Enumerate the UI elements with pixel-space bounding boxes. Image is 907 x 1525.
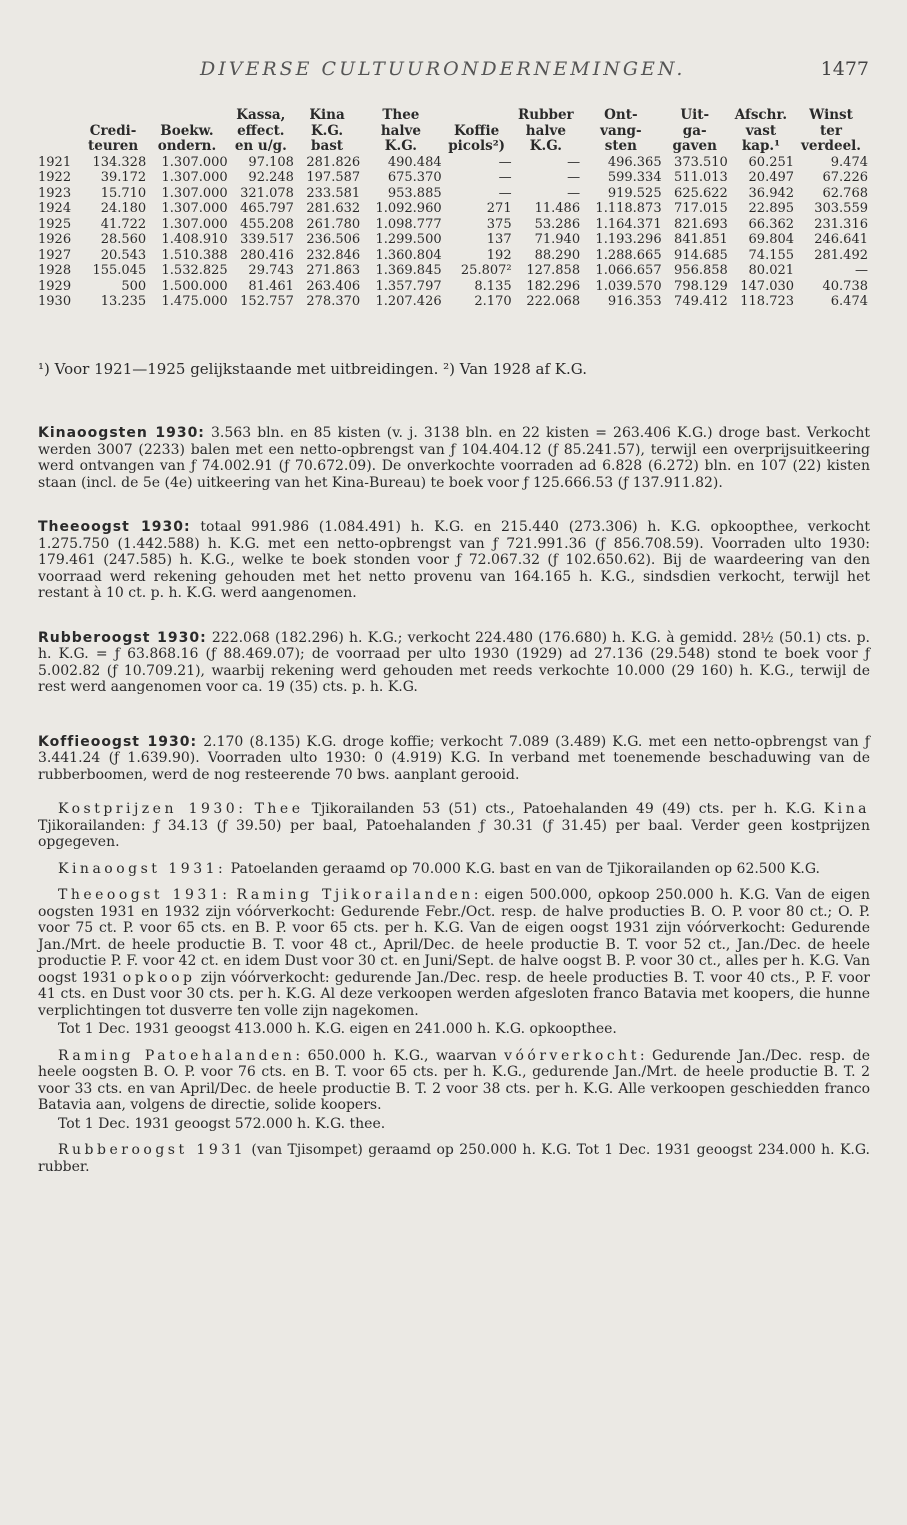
table-cell: 1.532.825: [161, 263, 228, 278]
table-row: [38, 155, 868, 171]
column-header: Koffie picols²): [448, 122, 506, 154]
paragraph-text: : Gedurende Jan./Dec. resp. de heele oogsten B. O. P. voor 76 cts. en B. T. voor 65 cts. per h. K.G., gedurende Jan./Mrt. de heele productie B. T. 2 voor 33 cts. en van April/Dec. de heele productie B. T. 2 voor 38 cts. per h. K.G. Alle verkoopen geschiedden franco Batavia aan, volgens de directie, solide koopers.: [38, 1047, 870, 1113]
table-cell: 303.559: [814, 201, 868, 216]
table-cell: 281.632: [306, 201, 361, 216]
table-row: [38, 263, 868, 279]
table-cell: 81.461: [248, 278, 294, 294]
table-cell: 232.846: [306, 247, 361, 263]
table-cell: 490.484: [387, 154, 442, 170]
table-cell: 261.780: [306, 216, 361, 232]
paragraph-text: 3.563 bln. en 85 kisten (v. j. 3138 bln. en 22 kisten = 263.406 K.G.) droge bast. Verkocht werden 3007 (2233) balen met een netto-opbrengst van ƒ 104.404.12 (ƒ 85.241.57), terwijl een overprijsuitkeering werd ontvangen van ƒ 74.002.91 (ƒ 70.672.09). De onverkochte voorraden ad 6.828 (6.272) bln. en 107 (22) kisten staan (incl. de 5e (4e) uitkeering van het Kina-Bureau) te boek voor ƒ 125.666.53 (ƒ 137.911.82).: [38, 425, 870, 491]
table-cell: 40.738: [822, 278, 868, 294]
table-cell: 236.506: [306, 232, 361, 247]
table-cell: 599.334: [607, 170, 662, 185]
table-cell: 914.685: [674, 247, 728, 263]
rubberoogst-1931-paragraph: [38, 1142, 870, 1175]
table-cell: 6.474: [830, 294, 868, 309]
table-cell: 1.092.960: [375, 201, 442, 216]
table-row: [38, 217, 868, 233]
table-cell: 717.015: [674, 201, 728, 216]
table-cell: —: [855, 263, 868, 278]
table-cell: 321.078: [240, 185, 294, 201]
spaced-term: Thee: [254, 801, 304, 817]
table-cell: 13.235: [100, 294, 147, 309]
text-body: [38, 425, 870, 1175]
paragraph-text: : 650.000 h. K.G., waarvan: [295, 1047, 505, 1064]
rubberoogst-1930-paragraph: [38, 630, 870, 696]
table-cell: 749.412: [674, 294, 728, 309]
table-cell: 1.500.000: [161, 278, 228, 294]
year-cell: 1924: [38, 201, 72, 216]
table-cell: 222.068: [526, 294, 581, 309]
column-header: Rubber halve K.G.: [518, 107, 574, 154]
table-cell: 24.180: [100, 201, 147, 216]
table-cell: 1.307.000: [161, 185, 228, 201]
year-cell: 1930: [38, 294, 72, 309]
table-row: [38, 170, 868, 186]
kinaoogsten-1930-paragraph: [38, 425, 870, 491]
table-cell: 1.039.570: [595, 278, 662, 294]
table-cell: 97.108: [248, 154, 294, 170]
paragraph-text: : eigen 500.000, opkoop 250.000 h. K.G. Van de eigen oogsten 1931 en 1932 zijn vóórverkocht: Gedurende Febr./Oct. resp. de halve producties B. O. P. voor 80 ct.; O. P. voor 75 ct. P. voor 65 cts. en B. P. voor 65 cts. per h. K.G. Van de eigen oogst 1931 zijn vóórverkocht: Gedurende Jan./Mrt. de heele productie B. T. voor 48 ct., April/Dec. de heele productie B. T. voor 52 ct., Jan./Dec. de heele productie P. F. voor 42 ct. en idem Dust voor 30 ct. en Juni/Sept. de halve oogst B. P. voor 30 ct., alles per h. K.G. Van oogst 1931: [38, 887, 870, 986]
table-cell: 39.172: [100, 170, 147, 185]
table-cell: 28.560: [100, 232, 147, 247]
table-cell: 192: [486, 247, 512, 263]
table-cell: 60.251: [748, 154, 795, 170]
theeoogst-1930-paragraph: [38, 519, 870, 602]
table-cell: 953.885: [387, 185, 442, 201]
patoehalanden-total: Tot 1 Dec. 1931 geoogst 572.000 h. K.G. thee.: [58, 1115, 386, 1132]
table-cell: 66.362: [748, 216, 795, 232]
paragraph-text: (van Tjisompet) geraamd op 250.000 h. K.G. Tot 1 Dec. 1931 geoogst 234.000 h. K.G. rubber.: [38, 1142, 870, 1175]
paragraph-text: 2.170 (8.135) K.G. droge koffie; verkocht 7.089 (3.489) K.G. met een netto-opbrengst van ƒ 3.441.24 (ƒ 1.639.90). Voorraden ulto 1930: 0 (4.919) K.G. In verband met toenemende beschaduwing van de rubberboomen, werd de nog resteerende 70 bws. aanplant gerooid.: [38, 733, 870, 783]
table-cell: 271: [486, 201, 512, 216]
paragraph-lead: Theeoogst 1931:: [58, 887, 231, 903]
paragraph-lead: Rubberoogst 1931: [58, 1142, 247, 1158]
table-cell: 2.170: [474, 294, 512, 309]
table-cell: 1.066.657: [595, 263, 662, 278]
table-cell: 1.510.388: [161, 247, 228, 263]
spaced-term: Raming Tjikorailanden: [236, 887, 474, 903]
paragraph-text: 222.068 (182.296) h. K.G.; verkocht 224.480 (176.680) h. K.G. à gemidd. 28½ (50.1) cts. p. h. K.G. = ƒ 63.868.16 (ƒ 88.469.07); de voorraad per ulto 1930 (1929) ad 27.136 (29.548) stond te boek voor ƒ 5.002.82 (ƒ 10.709.21), waarbij rekening werd gehouden met reeds verkochte 10.000 (29 160) h. K.G., terwijl de rest werd aangenomen voor ca. 19 (35) cts. p. h. K.G.: [38, 629, 870, 695]
theeoogst-1931-total: Tot 1 Dec. 1931 geoogst 413.000 h. K.G. eigen en 241.000 h. K.G. opkoopthee.: [58, 1021, 617, 1037]
table-cell: 137: [486, 232, 512, 247]
table-cell: 127.858: [526, 263, 581, 278]
column-header: Kassa, effect. en u/g.: [234, 107, 287, 154]
table-cell: 233.581: [306, 185, 361, 201]
table-cell: 339.517: [240, 232, 294, 247]
table-cell: 465.797: [240, 201, 294, 216]
table-cell: 1.357.797: [375, 278, 442, 294]
year-cell: 1923: [38, 185, 72, 201]
table-cell: 182.296: [526, 278, 581, 294]
column-header: Ont- vang- sten: [600, 107, 642, 154]
table-cell: —: [498, 154, 512, 170]
table-cell: 197.587: [306, 170, 361, 185]
table-cell: —: [567, 185, 581, 201]
column-header: Afschr. vast kap.¹: [734, 107, 788, 154]
table-cell: 271.863: [306, 263, 361, 278]
table-cell: 375: [486, 216, 512, 232]
table-cell: —: [498, 185, 512, 201]
table-cell: 74.155: [748, 247, 795, 263]
kinaoogst-1931-paragraph: [38, 861, 870, 878]
table-cell: 1.475.000: [161, 294, 228, 309]
table-cell: 9.474: [830, 154, 868, 170]
paragraph-lead: Kinaoogsten 1930:: [38, 425, 205, 441]
table-cell: 67.226: [822, 170, 868, 185]
paragraph-text: [246, 801, 254, 817]
table-cell: 29.743: [248, 263, 294, 278]
table-cell: 231.316: [814, 216, 868, 232]
table-cell: 1.307.000: [161, 216, 228, 232]
table-cell: 80.021: [748, 263, 795, 278]
table-cell: 281.826: [306, 154, 361, 170]
table-cell: 278.370: [306, 294, 361, 309]
table-cell: 455.208: [240, 216, 294, 232]
year-cell: 1928: [38, 263, 72, 278]
table-cell: —: [498, 170, 512, 185]
table-row: [38, 248, 868, 264]
year-cell: 1926: [38, 232, 72, 247]
table-cell: 53.286: [534, 216, 581, 232]
table-cell: 1.288.665: [595, 247, 662, 263]
table-body: [38, 155, 868, 310]
table-cell: 1.408.910: [161, 232, 228, 247]
table-cell: 798.129: [674, 278, 728, 294]
table-cell: 8.135: [474, 278, 512, 294]
table-cell: 1.360.804: [375, 247, 442, 263]
table-cell: 11.486: [534, 201, 581, 216]
table-row: [38, 232, 868, 248]
table-cell: 147.030: [740, 278, 795, 294]
table-row: [38, 294, 868, 310]
theeoogst-1931-paragraph: [38, 887, 870, 1019]
table-cell: 22.895: [748, 201, 795, 216]
table-cell: 956.858: [674, 263, 728, 278]
table-cell: 62.768: [822, 185, 868, 201]
paragraph-lead: Kostprijzen 1930:: [58, 801, 247, 817]
table-cell: 280.416: [240, 247, 294, 263]
table-cell: 500: [121, 278, 147, 294]
table-cell: 71.940: [534, 232, 581, 247]
year-cell: 1921: [38, 154, 72, 170]
running-title: DIVERSE CULTUURONDERNEMINGEN.: [200, 58, 686, 80]
table-cell: 41.722: [100, 216, 147, 232]
table-header-row: [38, 108, 868, 155]
paragraph-text: Tjikorailanden: ƒ 34.13 (ƒ 39.50) per baal, Patoehalanden ƒ 30.31 (ƒ 31.45) per baal. Verder geen kostprijzen opgegeven.: [38, 817, 870, 850]
table-cell: 281.492: [814, 247, 868, 263]
column-header: Boekw. ondern.: [157, 122, 217, 154]
kostprijzen-paragraph: [38, 801, 870, 851]
table-cell: 919.525: [607, 185, 662, 201]
table-cell: 496.365: [607, 154, 662, 170]
table-cell: 1.164.371: [595, 216, 662, 232]
table-footnote: ¹) Voor 1921—1925 gelijkstaande met uitbreidingen. ²) Van 1928 af K.G.: [38, 360, 587, 378]
paragraph-text: totaal 991.986 (1.084.491) h. K.G. en 215.440 (273.306) h. K.G. opkoopthee, verkocht 1.275.750 (1.442.588) h. K.G. met een netto-opbrengst van ƒ 721.991.36 (ƒ 856.708.59). Voorraden ulto 1930: 179.461 (247.585) h. K.G., welke te boek stonden voor ƒ 72.067.32 (ƒ 102.650.62). Bij de waardeering van den voorraad werd rekening gehouden met het netto provenu van 164.165 h. K.G., sindsdien verkocht, terwijl het restant à 10 ct. p. h. K.G. werd aangenomen.: [38, 519, 871, 601]
year-cell: 1922: [38, 170, 72, 185]
financial-table: [38, 108, 868, 310]
table-cell: 1.307.000: [161, 201, 228, 216]
table-cell: 916.353: [607, 294, 662, 309]
column-header: Uit- ga- gaven: [672, 107, 717, 154]
table-cell: 118.723: [740, 294, 795, 309]
table-cell: 1.307.000: [161, 170, 228, 185]
paragraph-lead: Theeoogst 1930:: [38, 519, 191, 535]
table-cell: 373.510: [674, 154, 728, 170]
table-cell: 841.851: [674, 232, 728, 247]
paragraph-lead: Rubberoogst 1930:: [38, 629, 207, 646]
table-cell: 20.497: [748, 170, 795, 185]
column-header: Winst ter verdeel.: [801, 107, 862, 154]
table-row: [38, 279, 868, 295]
table-cell: 152.757: [240, 294, 294, 309]
table-cell: 1.098.777: [375, 216, 442, 232]
table-cell: 20.543: [100, 247, 147, 263]
paragraph-lead: Koffieoogst 1930:: [38, 733, 198, 750]
table-cell: 1.118.873: [595, 201, 662, 216]
table-row: [38, 186, 868, 202]
table-cell: 36.942: [748, 185, 795, 201]
table-cell: 1.369.845: [375, 263, 442, 278]
koffieoogst-1930-paragraph: [38, 734, 870, 784]
table-cell: 511.013: [674, 170, 728, 185]
table-cell: 1.207.426: [375, 294, 442, 309]
table-cell: 263.406: [306, 278, 361, 294]
table-cell: 1.193.296: [595, 232, 662, 247]
spaced-term: opkoop: [122, 969, 196, 986]
column-header: [38, 108, 80, 155]
table-cell: —: [567, 154, 581, 170]
column-header: Thee halve K.G.: [380, 107, 421, 154]
table-cell: 15.710: [100, 185, 147, 201]
table-cell: 88.290: [534, 247, 581, 263]
paragraph-lead: Kinaoogst 1931:: [58, 860, 227, 877]
paragraph-lead: Raming Patoehalanden: [58, 1047, 296, 1064]
page-header: [0, 58, 907, 88]
paragraph-text: Tjikorailanden 53 (51) cts., Patoehalanden 49 (49) cts. per h. K.G.: [303, 801, 824, 817]
table-cell: 92.248: [248, 170, 294, 185]
paragraph-text: Patoelanden geraamd op 70.000 K.G. bast en van de Tjikorailanden op 62.500 K.G.: [226, 860, 821, 877]
column-header: Kina K.G. bast: [309, 107, 345, 154]
paragraph-text: zijn vóórverkocht: gedurende Jan./Dec. resp. de heele producties B. T. voor 40 cts., P. F. voor 41 cts. en Dust voor 30 cts. per h. K.G. Al deze verkoopen werden afgesloten franco Batavia met koopers, die hunne verplichtingen tot dusverre ten volle zijn nagekomen.: [38, 969, 870, 1019]
patoehalanden-paragraph: [38, 1048, 870, 1114]
table-cell: 69.804: [748, 232, 795, 247]
table-cell: 1.307.000: [161, 154, 228, 170]
table-cell: 25.807²: [460, 263, 512, 278]
table-cell: 1.299.500: [375, 232, 442, 247]
table-cell: —: [567, 170, 581, 185]
column-header: Credi- teuren: [88, 122, 139, 154]
year-cell: 1927: [38, 247, 72, 263]
table-cell: 134.328: [92, 154, 147, 170]
page-number: 1477: [820, 58, 869, 80]
table-cell: 625.622: [674, 185, 728, 201]
table-cell: 821.693: [674, 216, 728, 232]
spaced-term: Kina: [823, 801, 871, 817]
table-row: [38, 201, 868, 217]
spaced-term: vóórverkocht: [504, 1047, 640, 1064]
table-cell: 675.370: [387, 170, 442, 185]
table-cell: 246.641: [814, 232, 868, 247]
year-cell: 1925: [38, 216, 72, 232]
table-cell: 155.045: [92, 263, 147, 278]
year-cell: 1929: [38, 278, 72, 294]
